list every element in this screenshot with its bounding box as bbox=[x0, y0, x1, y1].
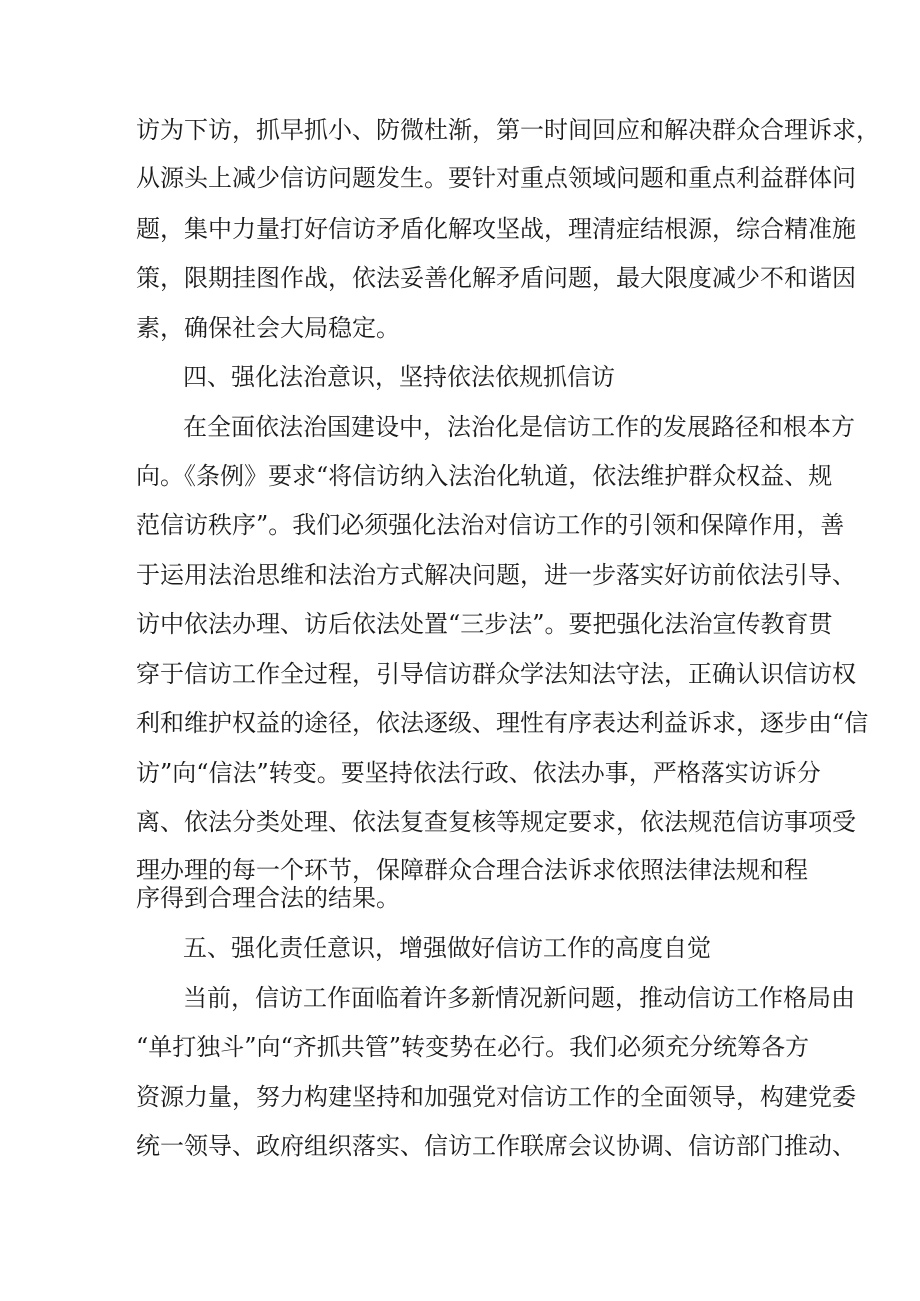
text-line: 访中依法办理、访后依法处置“三步法”。要把强化法治宣传教育贯 bbox=[136, 610, 833, 638]
section-heading-4: 四、强化法治意识，坚持依法依规抓信访 bbox=[183, 363, 615, 391]
text-line: 离、依法分类处理、依法复查复核等规定要求，依法规范信访事项受 bbox=[136, 808, 856, 836]
section-heading-5: 五、强化责任意识，增强做好信访工作的高度自觉 bbox=[183, 934, 711, 962]
text-line: 策，限期挂图作战，依法妥善化解矛盾问题，最大限度减少不和谐因 bbox=[136, 264, 856, 292]
text-line: 访”向“信法”转变。要坚持依法行政、依法办事，严格落实访诉分 bbox=[136, 759, 821, 787]
text-line: 范信访秩序”。我们必须强化法治对信访工作的引领和保障作用，善 bbox=[136, 511, 845, 539]
text-line: 素，确保社会大局稳定。 bbox=[136, 314, 400, 342]
text-line: 统一领导、政府组织落实、信访工作联席会议协调、信访部门推动、 bbox=[136, 1132, 856, 1160]
text-line: 访为下访，抓早抓小、防微杜渐，第一时间回应和解决群众合理诉求， bbox=[136, 116, 880, 144]
text-line: 理办理的每一个环节，保障群众合理合法诉求依照法律法规和程 bbox=[136, 856, 808, 884]
text-line: 穿于信访工作全过程，引导信访群众学法知法守法，正确认识信访权 bbox=[136, 660, 856, 688]
text-line: 向。《条例》要求“将信访纳入法治化轨道，依法维护群众权益、规 bbox=[136, 462, 833, 490]
text-line: 资源力量，努力构建坚持和加强党对信访工作的全面领导，构建党委 bbox=[136, 1083, 856, 1111]
text-line: 在全面依法治国建设中，法治化是信访工作的发展路径和根本方 bbox=[183, 413, 855, 441]
text-line: “单打独斗”向“齐抓共管”转变势在必行。我们必须充分统筹各方 bbox=[136, 1033, 810, 1061]
text-line: 题，集中力量打好信访矛盾化解攻坚战，理清症结根源，综合精准施 bbox=[136, 215, 856, 243]
text-line: 利和维护权益的途径，依法逐级、理性有序表达利益诉求，逐步由“信 bbox=[136, 709, 869, 737]
text-line: 从源头上减少信访问题发生。要针对重点领域问题和重点利益群体问 bbox=[136, 164, 856, 192]
text-line: 序得到合理合法的结果。 bbox=[136, 884, 400, 912]
text-line: 于运用法治思维和法治方式解决问题，进一步落实好访前依法引导、 bbox=[136, 561, 856, 589]
text-line: 当前，信访工作面临着许多新情况新问题，推动信访工作格局由 bbox=[183, 984, 855, 1012]
